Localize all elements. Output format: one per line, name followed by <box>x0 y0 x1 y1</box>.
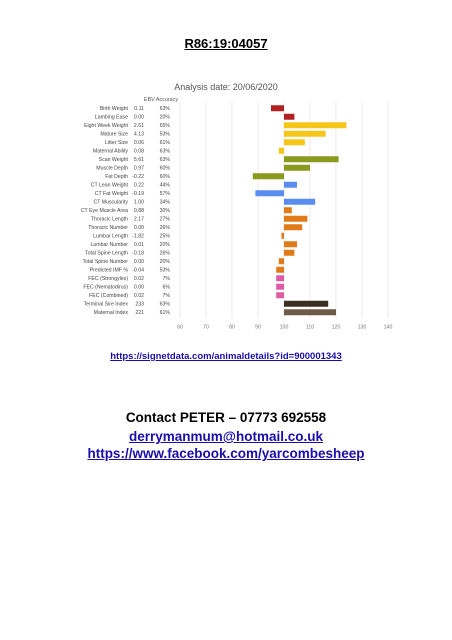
ebv-value: 0.11 <box>134 106 144 113</box>
ebv-value: -0.04 <box>132 267 144 274</box>
analysis-date: Analysis date: 20/06/2020 <box>174 82 278 92</box>
ebv-accuracy-header: EBV Accuracy <box>143 97 179 103</box>
trait-label: Scan Weight <box>98 157 128 164</box>
trait-label: Thoracic Length <box>90 216 128 223</box>
accuracy-value: 6% <box>162 284 170 291</box>
email-link[interactable]: derrymanmum@hotmail.co.uk <box>129 429 323 444</box>
animal-details-link[interactable]: https://signetdata.com/animaldetails?id=900001343 <box>110 351 342 362</box>
x-tick-label: 100 <box>279 324 289 331</box>
trait-label: CT Fat Weight <box>94 191 128 198</box>
x-tick-label: 70 <box>203 324 209 331</box>
ebv-value: 0.08 <box>133 148 144 155</box>
trait-label: Lumbar Length <box>93 233 128 240</box>
bar <box>284 165 310 171</box>
bar <box>284 216 307 222</box>
ebv-value: 1.00 <box>133 199 144 206</box>
ebv-value: -0.22 <box>132 174 144 181</box>
ebv-value: 0.22 <box>133 182 144 189</box>
bar <box>255 190 284 196</box>
ebv-value: 0.00 <box>133 225 144 232</box>
ebv-chart <box>58 76 394 342</box>
accuracy-value: 26% <box>159 225 170 232</box>
ebv-value: 4.13 <box>133 131 144 138</box>
trait-label: Birth Weight <box>99 106 128 113</box>
trait-label: Mature Size <box>100 131 128 138</box>
ebv-bar-chart <box>58 76 394 342</box>
x-tick-label: 80 <box>229 324 235 331</box>
bar <box>253 173 284 179</box>
ebv-value: 0.06 <box>133 140 144 147</box>
bar <box>284 241 297 247</box>
x-tick-label: 130 <box>357 324 367 331</box>
trait-label: Maternal Index <box>93 310 128 317</box>
x-tick-label: 90 <box>255 324 261 331</box>
bar <box>284 131 326 137</box>
x-tick-label: 60 <box>177 324 183 331</box>
accuracy-value: 60% <box>159 174 170 181</box>
ebv-value: 0.97 <box>133 165 144 172</box>
facebook-link[interactable]: https://www.facebook.com/yarcombesheep <box>87 446 365 461</box>
trait-label: Litter Size <box>104 140 128 147</box>
bar <box>281 233 284 239</box>
accuracy-value: 61% <box>159 140 170 147</box>
trait-label: Eight Week Weight <box>84 123 128 130</box>
accuracy-value: 61% <box>159 310 170 317</box>
bar <box>284 250 294 256</box>
ebv-value: 0.88 <box>133 208 144 215</box>
ebv-value: 221 <box>135 310 144 317</box>
ebv-value: 5.61 <box>133 157 144 164</box>
bar <box>284 309 336 315</box>
accuracy-value: 34% <box>159 199 170 206</box>
bar <box>284 122 346 128</box>
accuracy-value: 63% <box>159 157 170 164</box>
trait-label: FEC (Combined) <box>89 293 128 300</box>
trait-label: Lumbar Number <box>90 242 128 249</box>
accuracy-value: 30% <box>159 208 170 215</box>
ebv-value: -0.19 <box>132 191 144 198</box>
accuracy-value: 20% <box>159 242 170 249</box>
ebv-value: -0.18 <box>132 250 144 257</box>
x-tick-label: 110 <box>305 324 315 331</box>
accuracy-value: 26% <box>159 250 170 257</box>
trait-label: Fat Depth <box>105 174 128 181</box>
bar <box>284 301 328 307</box>
bar <box>271 105 284 111</box>
accuracy-value: 53% <box>159 131 170 138</box>
x-tick-label: 140 <box>383 324 393 331</box>
accuracy-value: 44% <box>159 182 170 189</box>
contact-line: Contact PETER – 07773 692558 <box>125 410 327 425</box>
bar <box>276 275 284 281</box>
ebv-value: 0.00 <box>133 259 144 266</box>
accuracy-value: 20% <box>159 114 170 121</box>
trait-label: Lambing Ease <box>94 114 128 121</box>
accuracy-value: 25% <box>159 233 170 240</box>
ebv-value: -1.82 <box>132 233 144 240</box>
accuracy-value: 60% <box>159 165 170 172</box>
bar <box>284 207 292 213</box>
ebv-value: 2.17 <box>133 216 144 223</box>
trait-label: Total Spine Length <box>85 250 128 257</box>
trait-label: CT Eye Muscle Area <box>80 208 128 215</box>
accuracy-value: 20% <box>159 259 170 266</box>
bar <box>284 139 305 145</box>
trait-label: Total Spine Number <box>82 259 128 266</box>
ebv-value: 0.00 <box>133 114 144 121</box>
trait-label: CT Lean Weight <box>90 182 128 189</box>
accuracy-value: 27% <box>159 216 170 223</box>
accuracy-value: 63% <box>159 106 170 113</box>
ebv-value: 0.00 <box>133 284 144 291</box>
bar <box>279 258 284 264</box>
bar <box>284 224 302 230</box>
bar <box>284 114 294 120</box>
bar <box>284 199 315 205</box>
bar <box>284 156 339 162</box>
page-title: R86:19:04057 <box>184 36 268 51</box>
bar <box>276 267 284 273</box>
bar <box>276 292 284 298</box>
trait-label: Maternal Ability <box>92 148 128 155</box>
trait-label: FEC (Strongyles) <box>88 276 128 283</box>
trait-label: Thoracic Number <box>88 225 128 232</box>
bar <box>279 148 284 154</box>
accuracy-value: 7% <box>162 276 170 283</box>
accuracy-value: 63% <box>159 301 170 308</box>
bar <box>284 182 297 188</box>
ebv-value: 0.01 <box>133 242 144 249</box>
x-tick-label: 120 <box>331 324 341 331</box>
ebv-value: 233 <box>135 301 144 308</box>
bar <box>276 284 284 290</box>
accuracy-value: 57% <box>159 191 170 198</box>
contact-block <box>0 410 452 463</box>
accuracy-value: 53% <box>159 267 170 274</box>
ebv-value: 2.61 <box>133 123 144 130</box>
trait-label: Predicted IMF % <box>89 267 128 274</box>
accuracy-value: 63% <box>159 148 170 155</box>
accuracy-value: 7% <box>162 293 170 300</box>
ebv-value: 0.02 <box>133 276 144 283</box>
trait-label: Muscle Depth <box>96 165 128 172</box>
trait-label: CT Muscularity <box>93 199 128 206</box>
trait-label: Terminal Sire Index <box>83 301 128 308</box>
ebv-value: 0.02 <box>133 293 144 300</box>
trait-label: FEC (Nematodirus) <box>83 284 128 291</box>
accuracy-value: 65% <box>159 123 170 130</box>
